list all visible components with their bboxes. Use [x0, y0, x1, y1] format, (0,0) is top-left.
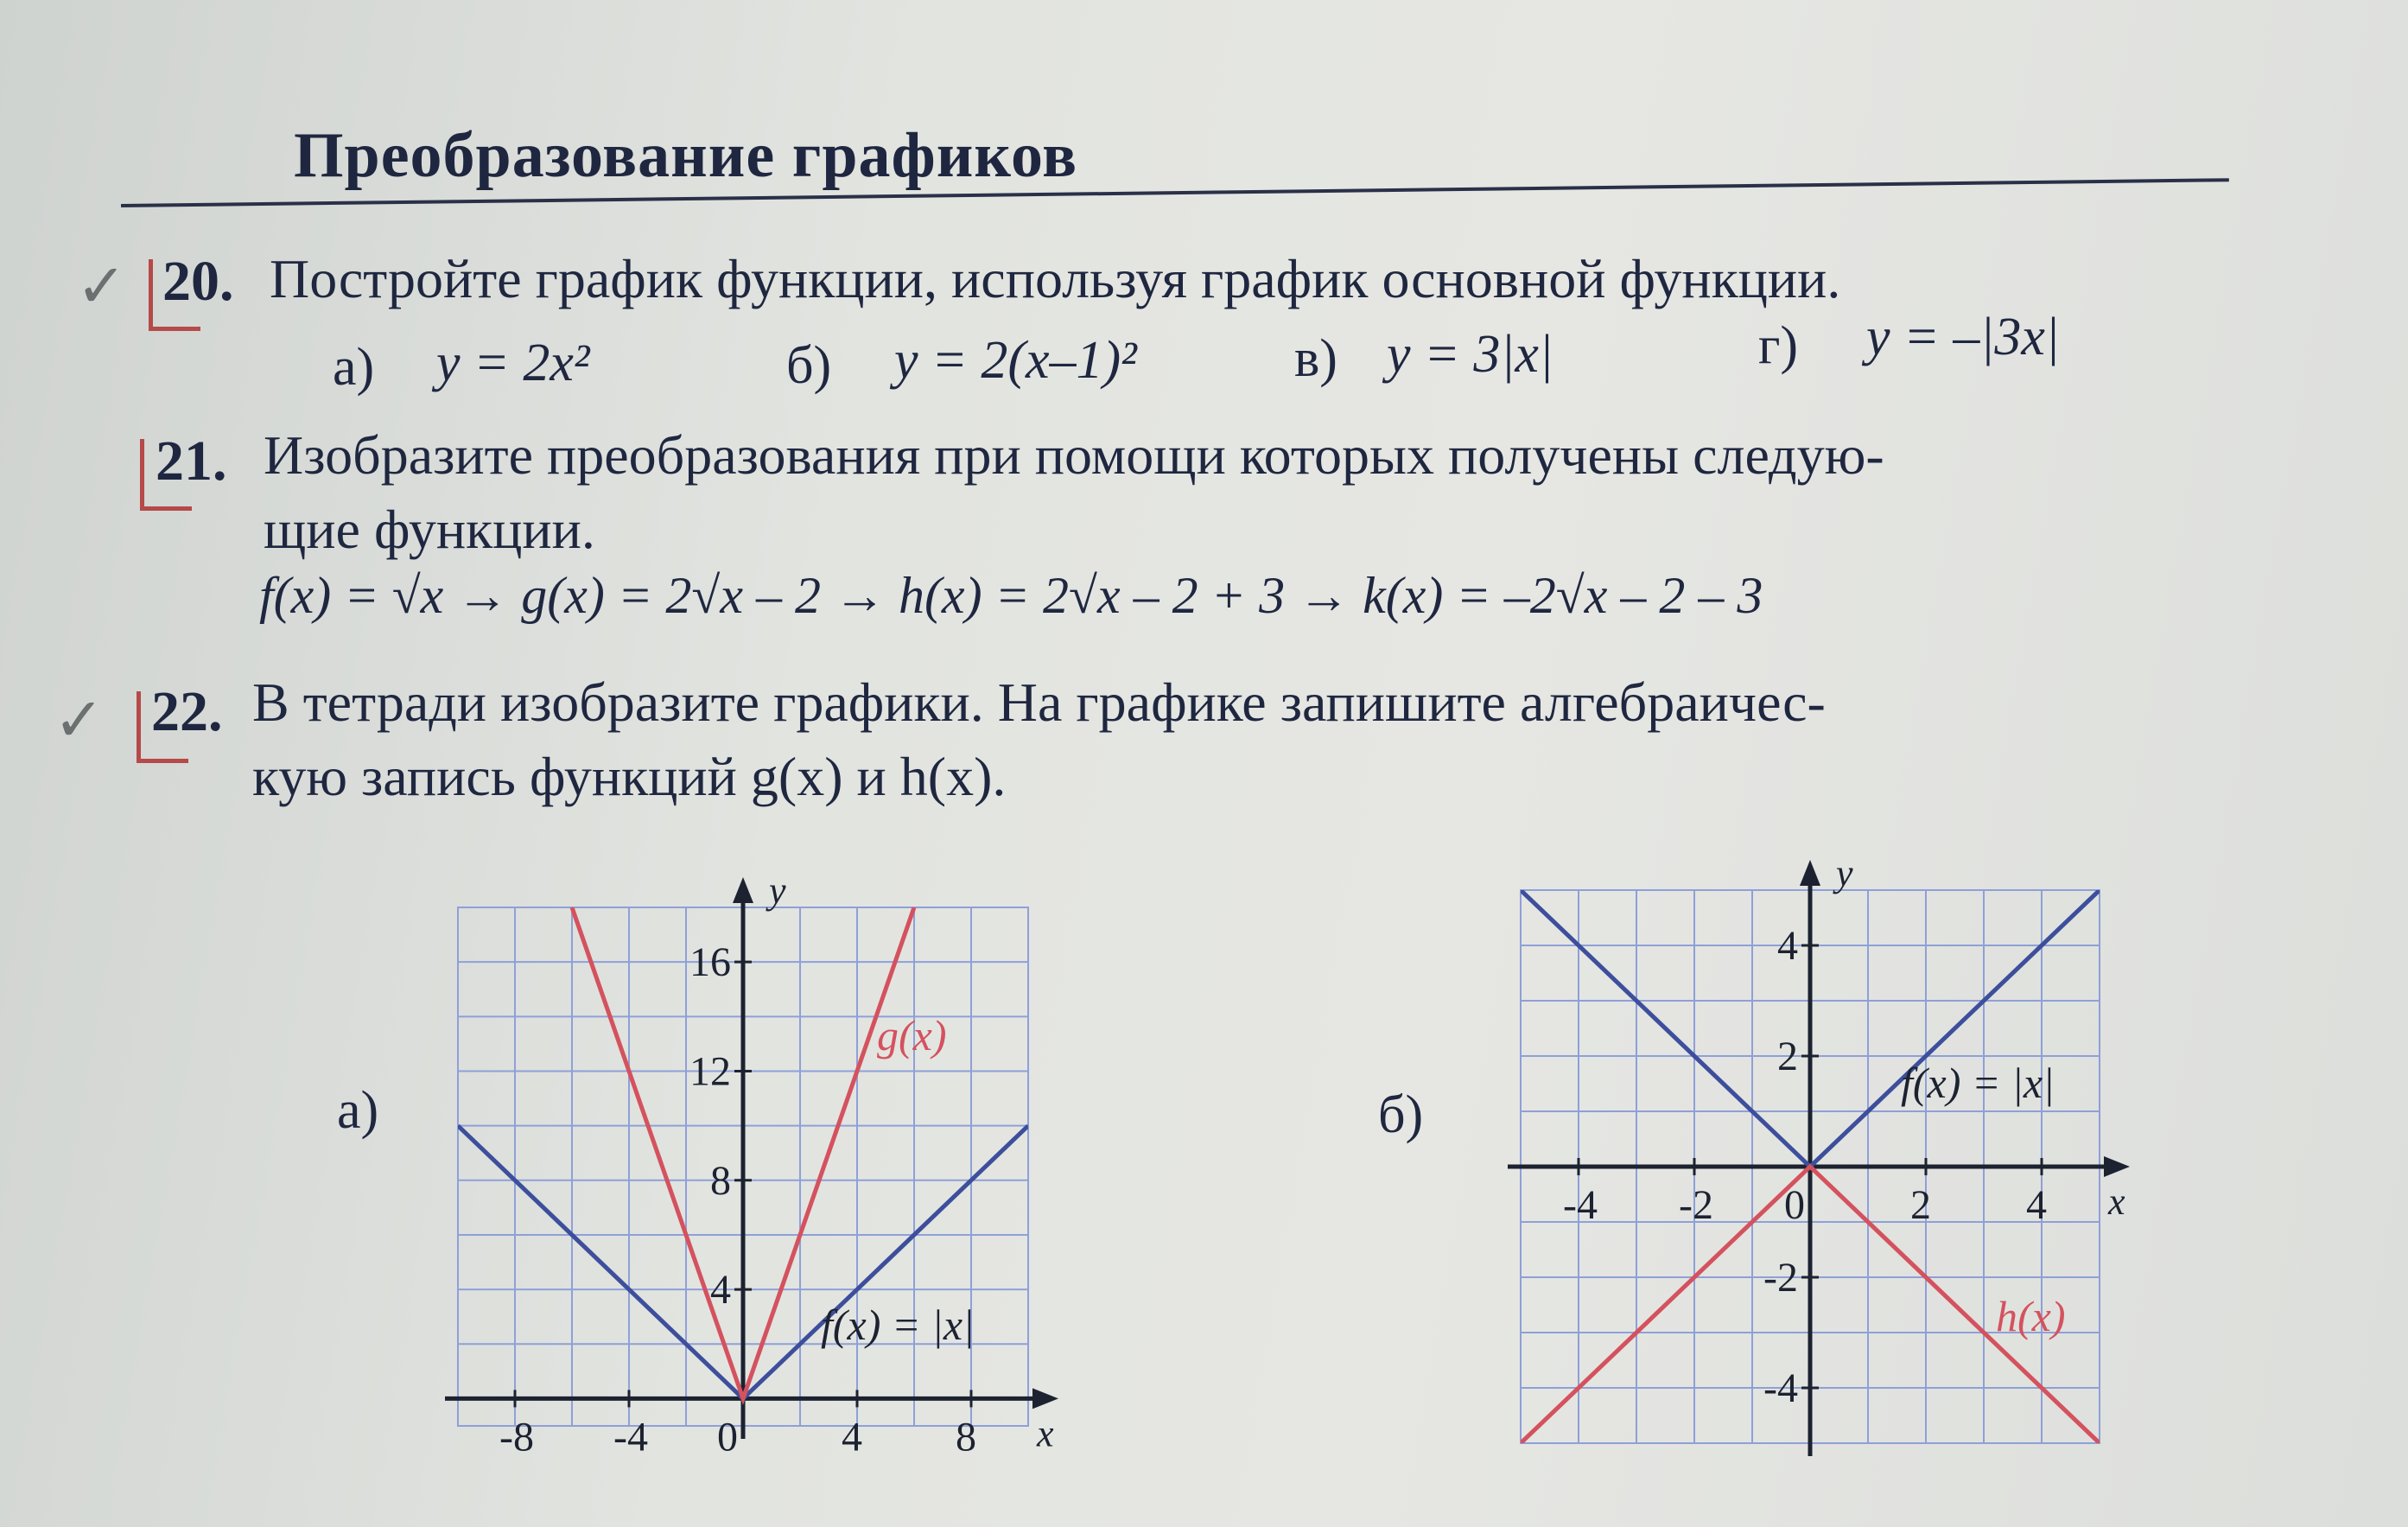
x-tick-label: -4 [613, 1414, 648, 1460]
task-20-number: 20. [162, 250, 234, 313]
x-axis-label: x [2108, 1180, 2125, 1223]
task-20-text: Постройте график функции, используя график основной функции. [270, 248, 1841, 309]
y-axis-arrow-icon [1800, 860, 1820, 886]
task-20-item-a-label: а) [333, 338, 375, 397]
task-20-item-d-label: г) [1758, 316, 1799, 375]
task-21-text-line2: щие функции. [264, 499, 595, 560]
series-label: f(x) = |x| [1901, 1059, 2055, 1107]
x-axis-arrow-icon [1032, 1388, 1058, 1409]
x-tick-label: -8 [499, 1414, 534, 1460]
y-tick-label: -4 [1763, 1365, 1798, 1411]
y-tick-label: 4 [710, 1267, 731, 1314]
y-tick-label: 8 [710, 1157, 731, 1204]
x-tick-label: 0 [717, 1414, 738, 1460]
chart-b [1503, 852, 2125, 1478]
y-tick-label: -2 [1763, 1255, 1798, 1301]
y-tick-label: 12 [689, 1048, 731, 1095]
task-20-item-b-formula: y = 2(x–1)² [894, 331, 1137, 390]
x-tick-label: -2 [1679, 1182, 1713, 1228]
task-22-text-line1: В тетради изобразите графики. На графике запишите алгебраичес- [252, 671, 1826, 733]
y-tick-label: 2 [1777, 1034, 1798, 1079]
series-label: g(x) [877, 1011, 947, 1059]
task-21-text-line1: Изобразите преобразования при помощи которых получены следую- [264, 424, 1884, 486]
series-label: f(x) = |x| [821, 1301, 975, 1349]
y-tick-label: 4 [1777, 923, 1798, 969]
y-axis-label: y [769, 869, 786, 912]
chart-a-label: а) [337, 1081, 379, 1140]
check-mark-icon: ✓ [54, 684, 105, 755]
x-tick-label: 2 [1910, 1182, 1931, 1228]
check-mark-icon: ✓ [76, 251, 127, 321]
x-tick-label: 4 [2026, 1182, 2047, 1228]
task-21-function-chain: f(x) = √x → g(x) = 2√x – 2 → h(x) = 2√x – 2 + 3 → k(x) = –2√x – 2 – 3 [259, 567, 1763, 624]
task-20-item-c-label: в) [1294, 329, 1337, 388]
x-axis-arrow-icon [2104, 1156, 2130, 1177]
series-label: h(x) [1996, 1292, 2066, 1340]
x-tick-label: 4 [842, 1414, 862, 1460]
y-axis-arrow-icon [733, 877, 753, 903]
chart-a [441, 869, 1054, 1512]
task-20-item-b-label: б) [786, 336, 832, 395]
x-tick-label: 0 [1784, 1182, 1805, 1228]
task-20-item-d-formula: y = –|3x| [1866, 308, 2060, 366]
x-axis-label: x [1037, 1412, 1054, 1455]
section-title: Преобразование графиков [294, 120, 1078, 191]
task-22-text-line2: кую запись функций g(x) и h(x). [252, 746, 1007, 807]
task-20-item-a-formula: y = 2x² [436, 334, 590, 392]
x-tick-label: 8 [956, 1414, 976, 1460]
y-axis-label: y [1836, 852, 1853, 894]
task-21-number: 21. [156, 429, 227, 493]
task-20-item-c-formula: y = 3|x| [1387, 325, 1553, 384]
task-22-number: 22. [151, 680, 223, 743]
y-tick-label: 16 [689, 939, 731, 986]
chart-b-label: б) [1378, 1085, 1424, 1144]
x-tick-label: -4 [1563, 1182, 1598, 1228]
